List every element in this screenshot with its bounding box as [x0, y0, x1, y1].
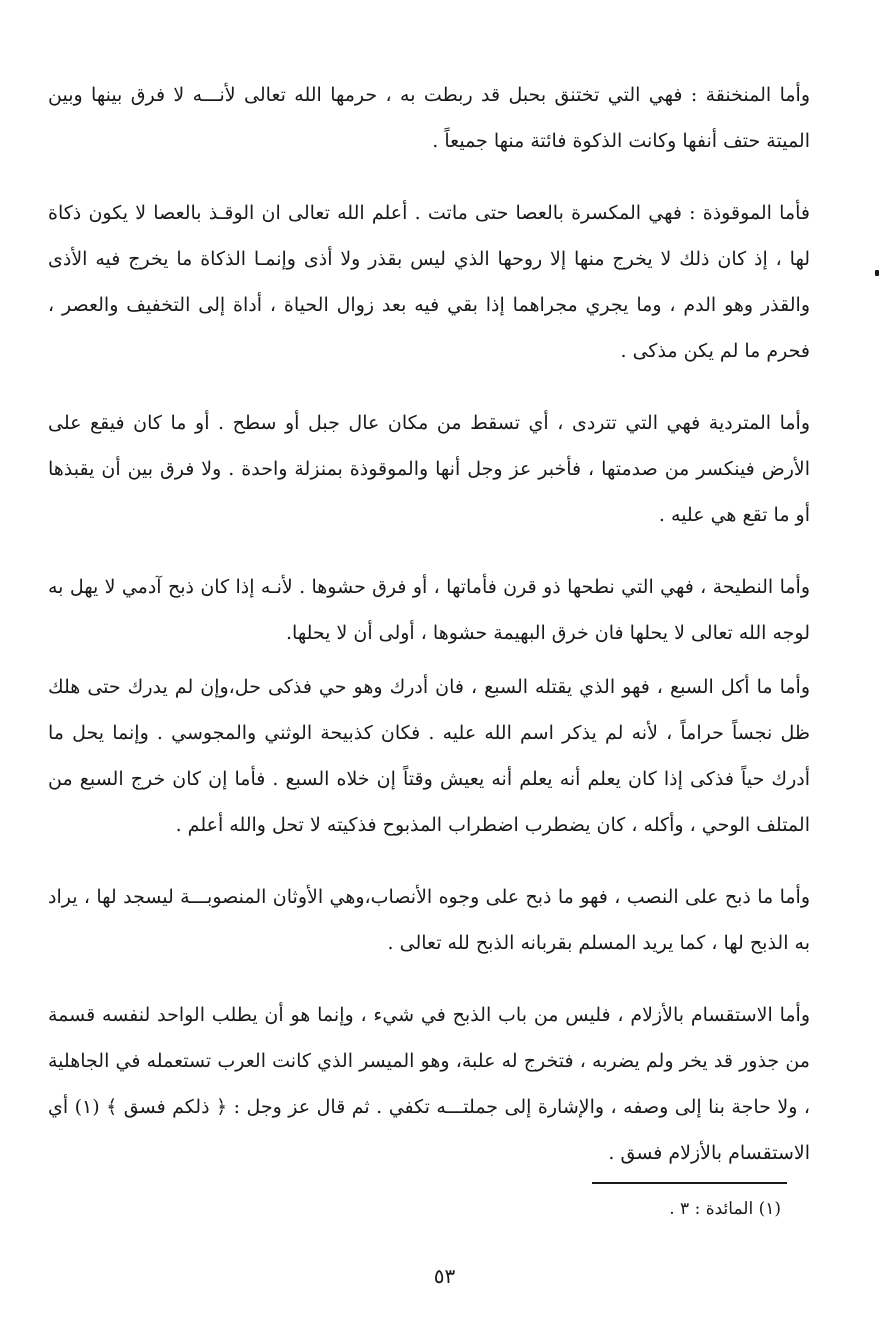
footnote-divider — [592, 1182, 787, 1184]
paragraph-mawquda: فأما الموقوذة : فهي المكسرة بالعصا حتى ماتت . أعلم الله تعالى ان الوقـذ بالعصا لا يكون ذكاة لها ، إذ كان ذلك لا يخرج منها إلا روحها الذي ليس بقذر ولا أذى وإنمـا الذكاة ما يخرج فيه الأذى والقذر وهو الدم ، وما يجري مجراهما إذا بقي فيه بعد زوال الحياة ، أداة إلى التخفيف والعصر ، فحرم ما لم يكن مذكى . — [48, 202, 810, 362]
paragraph-akl-as-sabu: وأما ما أكل السبع ، فهو الذي يقتله السبع ، فان أدرك وهو حي فذكى حل،وإن لم يدرك حتى هلك ظل نجساً حراماً ، لأنه لم يذكر اسم الله عليه . فكان كذبيحة الوثني والمجوسي . وإنما يحل ما أدرك حياً فذكى إذا كان يعلم أنه يعلم أنه يعيش وقتاً إن خلاه السبع . فأما إن كان خرج السبع من المتلف الوحي ، وأكله ، كان يضطرب اضطراب المذبوح فذكيته لا تحل والله أعلم . — [48, 676, 810, 836]
paragraph-munkhaniqa: وأما المنخنقة : فهي التي تختنق بحبل قد ربطت به ، حرمها الله تعالى لأنـــه لا فرق بينها وبين الميتة حتف أنفها وكانت الذكوة فائتة منها جميعاً . — [48, 84, 810, 152]
page-number: ٥٣ — [433, 1264, 456, 1288]
paragraph-natiha: وأما النطيحة ، فهي التي نطحها ذو قرن فأماتها ، أو فرق حشوها . لأنـه إذا كان ذبح آدمي لا يهل به لوجه الله تعالى لا يحلها فان خرق البهيمة حشوها ، أولى أن لا يحلها. — [48, 576, 810, 644]
main-text — [48, 72, 810, 1202]
footnote: (١) المائدة : ٣ . — [669, 1199, 781, 1219]
paragraph-nusub: وأما ما ذبح على النصب ، فهو ما ذبح على وجوه الأنصاب،وهي الأوثان المنصوبـــة ليسجد لها ، يراد به الذبح لها ، كما يريد المسلم بقربانه الذبح لله تعالى . — [48, 886, 810, 954]
paragraph-mutaraddiya: وأما المتردية فهي التي تتردى ، أي تسقط من مكان عال جبل أو سطح . أو ما كان فيقع على الأرض فينكسر من صدمتها ، فأخبر عز وجل أنها والموقوذة بمنزلة واحدة . ولا فرق بين أن يقبذها أو ما تقع هي عليه . — [48, 412, 810, 526]
margin-ink-mark — [875, 270, 879, 276]
paragraph-azlam: وأما الاستقسام بالأزلام ، فليس من باب الذبح في شيء ، وإنما هو أن يطلب الواحد لنفسه قسمة من جذور قد يخر ولم يضربه ، فتخرج له علبة، وهو الميسر الذي كانت العرب تستعمله في الجاهلية ، ولا حاجة بنا إلى وصفه ، والإشارة إلى جملتـــه تكفي . ثم قال عز وجل : ﴿ ذلكم فسق ﴾ (١) أي الاستقسام بالأزلام فسق . — [48, 1004, 810, 1164]
